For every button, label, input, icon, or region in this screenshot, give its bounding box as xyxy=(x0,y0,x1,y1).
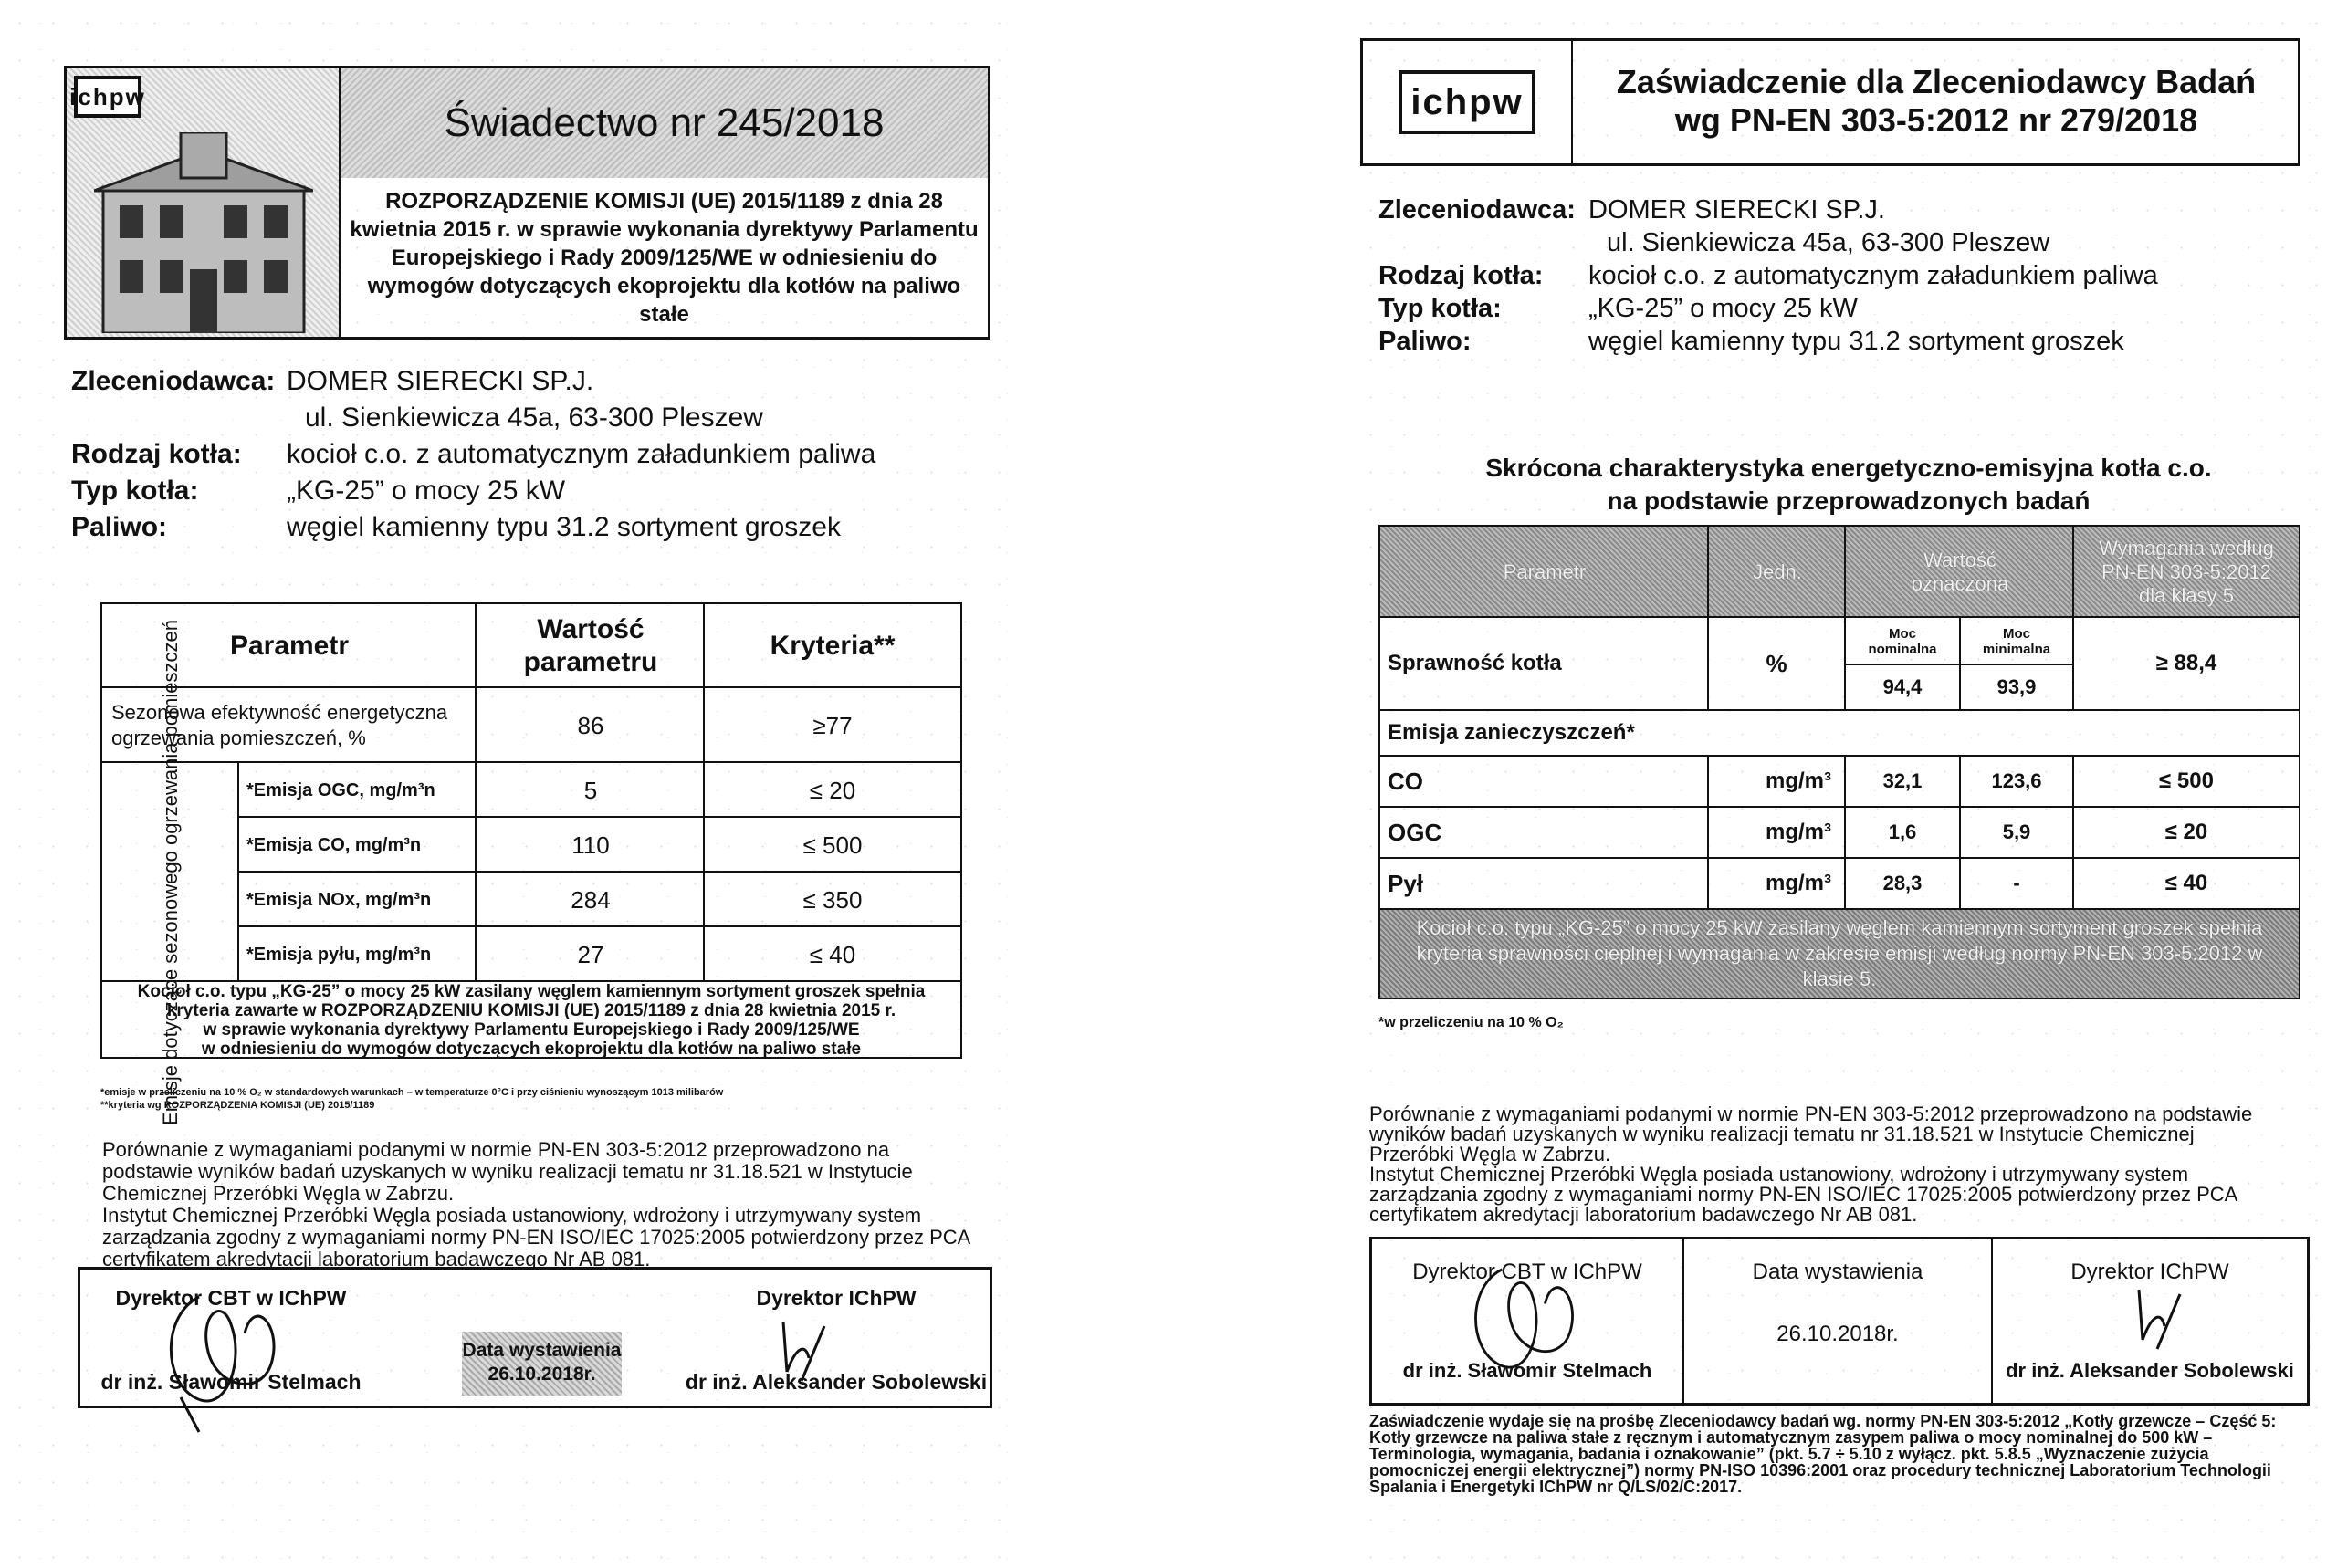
client-name: DOMER SIERECKI SP.J. xyxy=(1588,195,1885,225)
certificate-header xyxy=(64,66,990,340)
emission-dust-value: 27 xyxy=(577,940,604,968)
emission-co-label: *Emisja CO, mg/m³n xyxy=(246,834,422,855)
certificate-title: Świadectwo nr 245/2018 xyxy=(444,100,885,145)
dust-minimal: - xyxy=(2013,872,2020,894)
co-label: CO xyxy=(1388,767,1423,795)
issue-date: 26.10.2018r. xyxy=(487,1364,596,1385)
signature-name: dr inż. Aleksander Sobolewski xyxy=(685,1370,988,1394)
minimal-power-label: Moc minimalna xyxy=(1982,626,2051,657)
ichpw-logo: ichpw xyxy=(1399,70,1535,134)
model-label: Typ kotła: xyxy=(1378,294,1502,323)
emission-nox-criteria: ≤ 350 xyxy=(802,885,863,914)
boiler-type-label: Rodzaj kotła: xyxy=(71,439,242,469)
signatures-box xyxy=(78,1267,992,1408)
client-address: ul. Sienkiewicza 45a, 63-300 Pleszew xyxy=(305,402,763,433)
emission-ogc-value: 5 xyxy=(583,776,598,804)
co-nominal: 32,1 xyxy=(1882,769,1923,792)
issuance-footer: Zaświadczenie wydaje się na prośbę Zleceniodawcy badań wg. normy PN-EN 303-5:2012 „Kotły grzewcze – Część 5: Kotły grzewcze na paliwa stałe z ręcznym i automatycznym zasypem paliwa o mocy nominalnej do 500 kW – Terminologia, wymagania, badania i oznakowanie” (pkt. 5.7 ÷ 5.10 z wyłącz. pkt. 5.8.5 „Wyznaczenie zużycia pomocniczej energii elektrycznej”) normy PN-ISO 10396:2001 oraz procedury technicznej Laboratorium Technologii Spalania i Energetyki IChPW nr Q/LS/02/C:2017. xyxy=(1369,1412,2277,1496)
conclusion-band xyxy=(1380,910,2299,998)
emission-dust-criteria: ≤ 40 xyxy=(809,940,856,968)
conclusion-text: Kocioł c.o. typu „KG-25” o mocy 25 kW zasilany węglem kamiennym sortyment groszek spełnia kryteria zawarte w ROZPORZĄDZENIU KOMISJI (UE) 2015/1189 z dnia 28 kwietnia 2015 r. w sprawie wykonania dyrektywy Parlamentu Europejskiego i Rady 2009/125/WE w odniesieniu do wymogów dotyczących ekoprojektu dla kotłów na paliwo stałe xyxy=(137,982,926,1059)
table-header xyxy=(1380,527,2299,618)
issue-date-label: Data wystawienia xyxy=(462,1340,622,1361)
attestation-header xyxy=(1360,38,2300,166)
handwritten-signature xyxy=(2130,1285,2185,1358)
header-parameter: Parametr xyxy=(1503,560,1587,583)
signature-cbt-director xyxy=(80,1270,382,1406)
model: „KG-25” o mocy 25 kW xyxy=(287,476,566,506)
emissions-group-label: Emisje dotyczące sezonowego ogrzewania pomieszczeń xyxy=(159,620,183,1125)
signatures-box xyxy=(1369,1237,2310,1406)
emission-co-criteria: ≤ 500 xyxy=(802,831,863,859)
client-address: ul. Sienkiewicza 45a, 63-300 Pleszew xyxy=(1607,228,2050,257)
issue-date-box xyxy=(462,1332,622,1396)
characteristics-table xyxy=(1378,525,2300,999)
ichpw-logo: ichpw xyxy=(74,76,141,118)
footnote: *w przeliczeniu na 10 % O₂ xyxy=(1378,1015,1564,1030)
ogc-nominal: 1,6 xyxy=(1888,821,1917,843)
boiler-type: kocioł c.o. z automatycznym załadunkiem paliwa xyxy=(1588,261,2158,290)
model-label: Typ kotła: xyxy=(71,476,199,506)
signature-name: dr inż. Sławomir Stelmach xyxy=(1402,1359,1652,1382)
signature-cbt-director xyxy=(1372,1239,1682,1403)
signature-institute-director xyxy=(683,1270,990,1406)
fuel: węgiel kamienny typu 31.2 sortyment groszek xyxy=(287,512,841,542)
comparison-paragraph: Porównanie z wymaganiami podanymi w normie PN-EN 303-5:2012 przeprowadzono na podstawie wyników badań uzyskanych w wyniku realizacji tematu nr 31.18.521 w Instytucie Chemicznej Przeróbki Węgla w Zabrzu. Instytut Chemicznej Przeróbki Węgla posiada ustanowiony, wdrożony i utrzymywany system zarządzania zgodny z wymaganiami normy PN-EN ISO/IEC 17025:2005 potwierdzony przez PCA certyfikatem akredytacji laboratorium badawczego Nr AB 081. xyxy=(1369,1103,2253,1226)
efficiency-label: Sprawność kotła xyxy=(1388,651,1562,675)
efficiency-requirement: ≥ 88,4 xyxy=(2155,651,2217,675)
institute-building-image xyxy=(67,68,341,337)
emissions-header: Emisja zanieczyszczeń* xyxy=(1388,720,1635,745)
header-parameter: Parametr xyxy=(229,631,350,661)
emission-nox-value: 284 xyxy=(571,885,611,914)
signature-title: Dyrektor IChPW xyxy=(2070,1260,2229,1284)
issue-date: 26.10.2018r. xyxy=(1776,1322,1899,1346)
emission-dust-label: *Emisja pyłu, mg/m³n xyxy=(246,944,432,965)
client-info xyxy=(1378,193,2158,358)
ogc-minimal: 5,9 xyxy=(2002,821,2031,843)
dust-nominal: 28,3 xyxy=(1882,872,1923,894)
emission-ogc-label: *Emisja OGC, mg/m³n xyxy=(246,779,435,800)
handwritten-signature xyxy=(144,1279,327,1434)
dust-label: Pył xyxy=(1388,869,1424,897)
issue-date-cell xyxy=(382,1270,683,1406)
title-bar xyxy=(341,68,988,178)
seasonal-efficiency-value: 86 xyxy=(577,711,604,739)
emission-ogc-criteria: ≤ 20 xyxy=(809,776,856,804)
client-label: Zleceniodawca: xyxy=(71,366,276,396)
dust-unit: mg/m³ xyxy=(1766,871,1831,895)
boiler-type-label: Rodzaj kotła: xyxy=(1378,261,1544,290)
issue-date-cell xyxy=(1682,1239,1993,1403)
conclusion-text: Kocioł c.o. typu „KG-25” o mocy 25 kW zasilany węglem kamiennym sortyment groszek spełnia kryteria sprawności cieplnej i wymagania w zakresie emisji według normy PN-EN 303-5:2012 w klasie 5. xyxy=(1416,916,2263,990)
client-label: Zleceniodawca: xyxy=(1378,195,1576,225)
footnotes: *emisje w przeliczeniu na 10 % O₂ w standardowych warunkach – w temperaturze 0°C i przy ciśnieniu wynoszącym 1013 milibarów **kryteria wg ROZPORZĄDZENIA KOMISJI (UE) 2015/1189 xyxy=(100,1087,724,1111)
comparison-paragraph: Porównanie z wymaganiami podanymi w normie PN-EN 303-5:2012 przeprowadzono na podstawie wyników badań uzyskanych w wyniku realizacji tematu nr 31.18.521 w Instytucie Chemicznej Przeróbki Węgla w Zabrzu. Instytut Chemicznej Przeróbki Węgla posiada ustanowiony, wdrożony i utrzymywany system zarządzania zgodny z wymaganiami normy PN-EN ISO/IEC 17025:2005 potwierdzony przez PCA certyfikatem akredytacji laboratorium badawczego Nr AB 081. xyxy=(102,1138,971,1270)
client-info xyxy=(71,363,875,546)
efficiency-nominal: 94,4 xyxy=(1882,675,1923,698)
co-minimal: 123,6 xyxy=(1991,769,2042,792)
emission-co-value: 110 xyxy=(571,831,610,859)
efficiency-minimal: 93,9 xyxy=(1996,675,2037,698)
boiler-type: kocioł c.o. z automatycznym załadunkiem paliwa xyxy=(287,439,876,469)
header-requirements: Wymagania według PN-EN 303-5:2012 dla klasy 5 xyxy=(2099,537,2274,607)
fuel-label: Paliwo: xyxy=(71,512,168,542)
header-value: Wartość parametru xyxy=(523,614,658,677)
fuel-label: Paliwo: xyxy=(1378,327,1472,356)
signature-title: Dyrektor IChPW xyxy=(756,1286,917,1310)
signature-title: Dyrektor CBT w IChPW xyxy=(1412,1260,1642,1284)
signature-name: dr inż. Aleksander Sobolewski xyxy=(2006,1359,2294,1382)
seasonal-efficiency-label: Sezonowa efektywność energetyczna ogrzewania pomieszczeń, % xyxy=(111,701,448,749)
dust-requirement: ≤ 40 xyxy=(2164,871,2208,895)
ogc-requirement: ≤ 20 xyxy=(2164,820,2208,844)
fuel: węgiel kamienny typu 31.2 sortyment groszek xyxy=(1588,327,2124,356)
certificate-page-right xyxy=(1351,0,2337,1568)
seasonal-efficiency-criteria: ≥77 xyxy=(812,711,853,739)
client-name: DOMER SIERECKI SP.J. xyxy=(287,366,594,396)
header-unit: Jedn. xyxy=(1753,560,1802,583)
efficiency-unit: % xyxy=(1766,649,1787,677)
ogc-label: OGC xyxy=(1388,818,1442,846)
ogc-unit: mg/m³ xyxy=(1766,820,1831,844)
characteristics-subtitle: Skrócona charakterystyka energetyczno-emisyjna kotła c.o. na podstawie przeprowadzonych badań xyxy=(1485,454,2212,515)
logo-cell xyxy=(1363,41,1573,163)
signature-name: dr inż. Sławomir Stelmach xyxy=(100,1370,362,1394)
issue-date-label: Data wystawienia xyxy=(1752,1260,1923,1284)
signature-title: Dyrektor CBT w IChPW xyxy=(115,1286,347,1310)
model: „KG-25” o mocy 25 kW xyxy=(1588,294,1858,323)
attestation-title: Zaświadczenie dla Zleceniodawcy Badań wg PN-EN 303-5:2012 nr 279/2018 xyxy=(1616,63,2257,139)
header-criteria: Kryteria** xyxy=(770,631,896,661)
nominal-power-label: Moc nominalna xyxy=(1868,626,1937,657)
header-value: Wartość oznaczona xyxy=(1911,549,2009,595)
regulation-text: ROZPORZĄDZENIE KOMISJI (UE) 2015/1189 z dnia 28 kwietnia 2015 r. w sprawie wykonania dyrektywy Parlamentu Europejskiego i Rady 2009/125/WE w odniesieniu do wymogów dotyczących ekoprojektu dla kotłów na paliwo stałe xyxy=(350,189,979,327)
co-requirement: ≤ 500 xyxy=(2159,768,2214,793)
co-unit: mg/m³ xyxy=(1766,768,1831,793)
signature-institute-director xyxy=(1993,1239,2307,1403)
emission-nox-label: *Emisja NOx, mg/m³n xyxy=(246,889,432,910)
building-drawing xyxy=(94,132,313,333)
certificate-page-left xyxy=(0,0,1032,1568)
